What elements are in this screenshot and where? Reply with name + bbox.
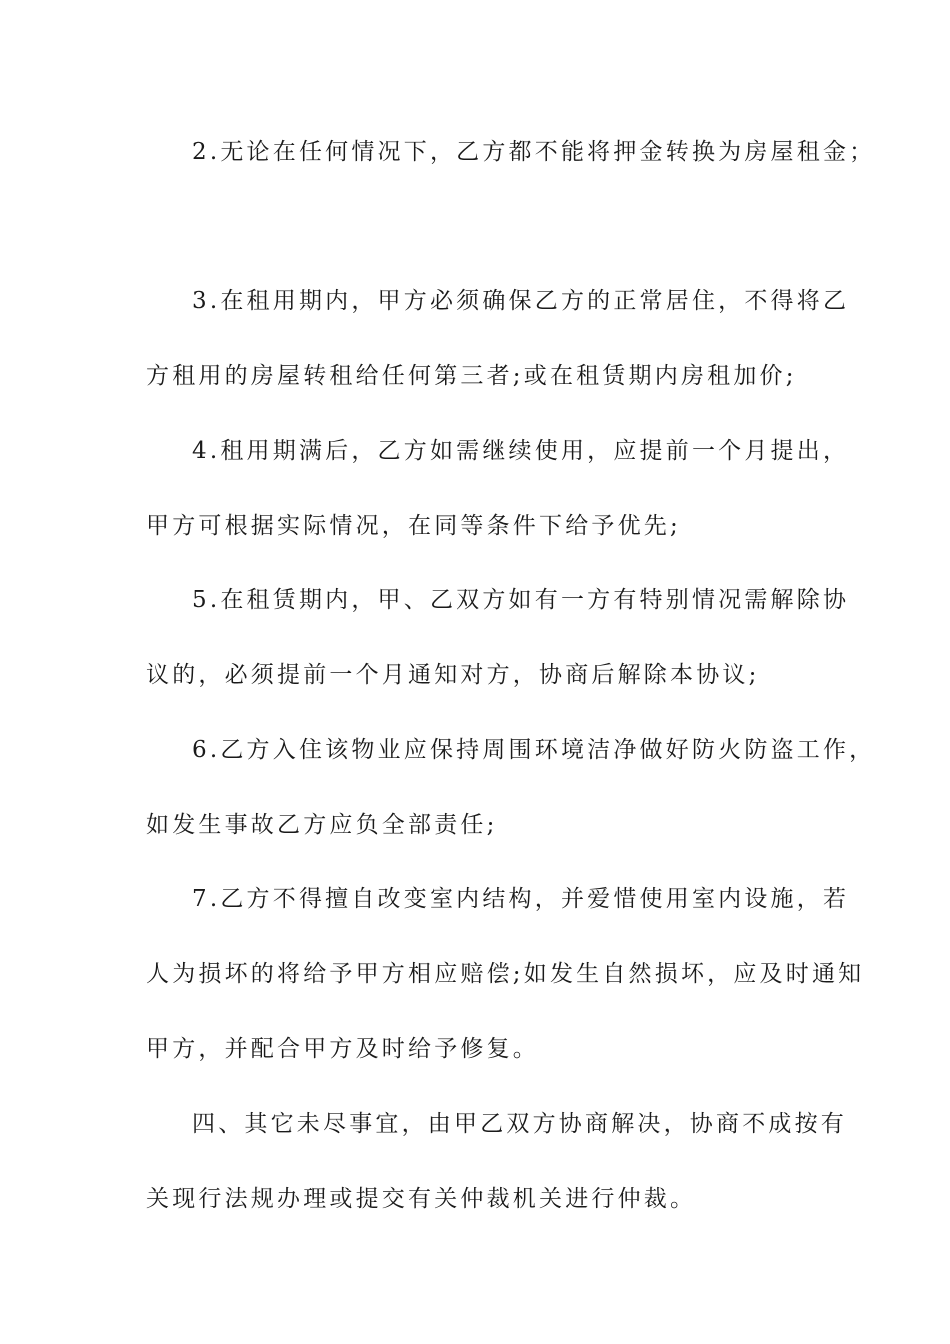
clause-6-line-2: 如发生事故乙方应负全部责任; bbox=[146, 812, 498, 838]
clause-3-line-1: 3.在租用期内，甲方必须确保乙方的正常居住，不得将乙 bbox=[192, 288, 850, 314]
clause-7-line-1: 7.乙方不得擅自改变室内结构，并爱惜使用室内设施，若 bbox=[192, 886, 850, 912]
section-4-line-1: 四、其它未尽事宜，由甲乙双方协商解决，协商不成按有 bbox=[192, 1111, 847, 1137]
clause-4-line-2: 甲方可根据实际情况，在同等条件下给予优先; bbox=[146, 513, 681, 539]
clause-7-line-2: 人为损坏的将给予甲方相应赔偿;如发生自然损坏，应及时通知 bbox=[146, 961, 865, 987]
clause-2-line-1: 2.无论在任何情况下，乙方都不能将押金转换为房屋租金； bbox=[192, 139, 876, 165]
section-4-line-2: 关现行法规办理或提交有关仲裁机关进行仲裁。 bbox=[146, 1186, 697, 1212]
clause-6-line-1: 6.乙方入住该物业应保持周围环境洁净做好防火防盗工作， bbox=[192, 737, 876, 763]
clause-5-line-1: 5.在租赁期内，甲、乙双方如有一方有特别情况需解除协 bbox=[192, 587, 850, 613]
clause-7-line-3: 甲方，并配合甲方及时给予修复。 bbox=[146, 1036, 539, 1062]
clause-3-line-2: 方租用的房屋转租给任何第三者;或在租赁期内房租加价; bbox=[146, 363, 797, 389]
clause-4-line-1: 4.租用期满后，乙方如需继续使用，应提前一个月提出， bbox=[192, 438, 850, 464]
clause-5-line-2: 议的，必须提前一个月通知对方，协商后解除本协议; bbox=[146, 662, 760, 688]
